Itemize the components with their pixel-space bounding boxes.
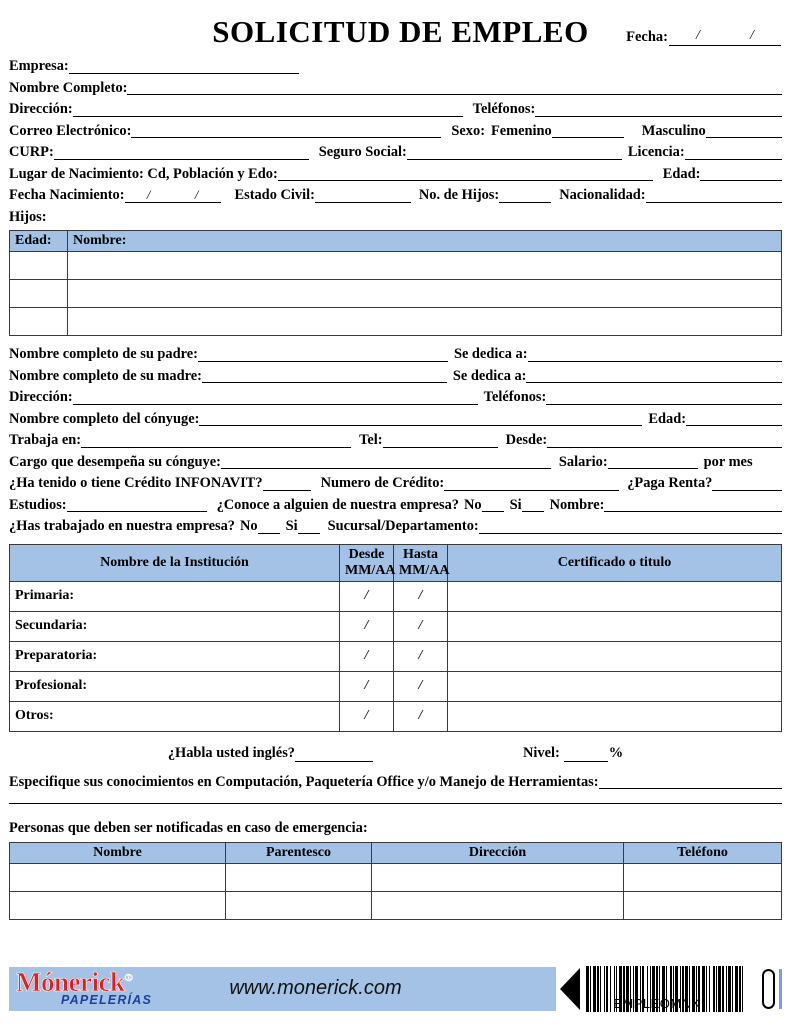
table-row[interactable]	[10, 891, 782, 919]
conoce-nombre-label: Nombre:	[549, 496, 605, 513]
logo-wordmark-text: Mónerick	[16, 967, 125, 997]
salario-label: Salario:	[558, 453, 608, 470]
field-computacion[interactable]	[9, 770, 782, 792]
telefonos-label: Teléfonos:	[472, 101, 536, 118]
personal-data-section	[0, 54, 791, 226]
trabajado-si-label: Si	[285, 518, 298, 535]
field-infonavit[interactable]	[9, 471, 782, 493]
nombre-completo-input[interactable]	[127, 80, 782, 95]
field-trabaja-en[interactable]	[9, 428, 782, 450]
padre-ocupacion-label: Se dedica a:	[453, 346, 528, 363]
familia-telefonos-input[interactable]	[546, 390, 782, 405]
table-row[interactable]	[10, 611, 782, 641]
education-cell-nivel: Profesional:	[10, 671, 340, 701]
conoce-nombre-input[interactable]	[604, 497, 782, 512]
numero-credito-input[interactable]	[444, 476, 619, 491]
barcode-area	[556, 963, 782, 1015]
conyuge-label: Nombre completo del cónyuge:	[9, 410, 200, 427]
table-row[interactable]	[10, 671, 782, 701]
infonavit-input[interactable]	[263, 476, 311, 491]
cargo-conyuge-label: Cargo que desempeña su cónguye:	[9, 453, 221, 470]
education-cell-nivel: Primaria:	[10, 581, 340, 611]
spacer	[0, 536, 791, 544]
trabaja-en-label: Trabaja en:	[9, 432, 82, 449]
femenino-label: Femenino	[490, 122, 552, 139]
footer	[0, 967, 791, 1015]
children-header-edad: Edad:	[10, 231, 68, 252]
padre-ocupacion-input[interactable]	[528, 347, 783, 362]
conoce-alguien-label: ¿Conoce a alguien de nuestra empresa?	[216, 496, 459, 513]
desde-input[interactable]	[547, 433, 782, 448]
spacer	[0, 804, 791, 816]
education-header-desde	[340, 544, 394, 581]
field-empresa[interactable]	[9, 54, 782, 76]
cargo-conyuge-input[interactable]	[221, 454, 551, 469]
education-cell-hasta[interactable]: /	[394, 671, 448, 701]
table-row[interactable]	[10, 581, 782, 611]
empresa-input[interactable]	[69, 59, 299, 74]
fecha-nac-slash-1: /	[146, 186, 151, 202]
no-hijos-input[interactable]	[499, 188, 551, 203]
education-header-hasta	[394, 544, 448, 581]
education-cell-desde[interactable]: /	[340, 701, 394, 731]
habla-ingles-input[interactable]	[295, 747, 373, 762]
children-header-nombre: Nombre:	[68, 231, 782, 252]
emergency-cell-nombre[interactable]	[10, 891, 226, 919]
trabaja-en-input[interactable]	[81, 433, 351, 448]
direccion-input[interactable]	[73, 102, 463, 117]
masculino-checkbox-line[interactable]	[706, 123, 782, 138]
website-url[interactable]: www.monerick.com	[229, 977, 402, 999]
por-mes-label: por mes	[703, 453, 753, 470]
infonavit-label: ¿Ha tenido o tiene Crédito INFONAVIT?	[9, 475, 263, 492]
computacion-label: Especifique sus conocimientos en Computación, Paquetería Office y/o Manejo de Herramientas:	[9, 773, 599, 790]
emergency-cell-nombre[interactable]	[10, 863, 226, 891]
conyuge-input[interactable]	[199, 411, 642, 426]
education-cell-desde[interactable]: /	[340, 641, 394, 671]
seguro-social-input[interactable]	[407, 145, 622, 160]
computer-skills-section	[0, 770, 791, 792]
nivel-input[interactable]	[564, 747, 608, 762]
fecha-nac-slash-2: /	[194, 186, 199, 202]
licencia-label: Licencia:	[627, 144, 685, 161]
tel-label: Tel:	[359, 432, 383, 449]
education-cell-nivel: Otros:	[10, 701, 340, 731]
children-cell-edad[interactable]	[10, 252, 68, 280]
children-cell-nombre[interactable]	[68, 308, 782, 336]
table-header-row	[10, 544, 782, 581]
fecha-field[interactable]	[626, 28, 781, 46]
trabajado-no-input[interactable]	[258, 519, 280, 534]
barcode-icon	[586, 966, 756, 1012]
nivel-field[interactable]	[523, 745, 623, 764]
conoce-no-input[interactable]	[482, 497, 504, 512]
capsule-icon	[762, 969, 775, 1009]
conyuge-edad-input[interactable]	[686, 411, 782, 426]
edad-input[interactable]	[700, 166, 782, 181]
estado-civil-label: Estado Civil:	[234, 187, 315, 204]
education-cell-desde[interactable]: /	[340, 611, 394, 641]
education-cell-desde[interactable]: /	[340, 581, 394, 611]
education-cell-hasta[interactable]: /	[394, 701, 448, 731]
education-cell-certificado[interactable]	[448, 701, 782, 731]
education-cell-certificado[interactable]	[448, 671, 782, 701]
family-section	[0, 342, 791, 536]
curp-input[interactable]	[54, 145, 309, 160]
field-cargo-conyuge[interactable]	[9, 450, 782, 472]
field-padre[interactable]	[9, 342, 782, 364]
numero-credito-label: Numero de Crédito:	[320, 475, 445, 492]
field-lugar-nacimiento[interactable]	[9, 162, 782, 184]
lugar-nacimiento-input[interactable]	[278, 166, 653, 181]
conoce-si-label: Si	[509, 496, 522, 513]
emergencia-label: Personas que deben ser notificadas en caso de emergencia:	[9, 820, 368, 837]
field-curp-seguro-licencia[interactable]	[9, 140, 782, 162]
fecha-slash-1: /	[696, 28, 700, 43]
habla-ingles-label: ¿Habla usted inglés?	[167, 744, 295, 761]
emergency-cell-direccion[interactable]	[372, 863, 624, 891]
education-header-certificado: Certificado o titulo	[448, 544, 782, 581]
trabajado-si-input[interactable]	[298, 519, 320, 534]
education-table	[9, 544, 782, 732]
table-row[interactable]	[10, 280, 782, 308]
seguro-social-label: Seguro Social:	[318, 144, 407, 161]
table-row[interactable]	[10, 308, 782, 336]
emergency-header-telefono: Teléfono	[624, 842, 782, 863]
spacer	[0, 791, 791, 803]
education-cell-certificado[interactable]	[448, 641, 782, 671]
correo-label: Correo Electrónico:	[9, 122, 132, 139]
familia-direccion-input[interactable]	[73, 390, 478, 405]
field-correo-sexo[interactable]	[9, 119, 782, 141]
fecha-nacimiento-input[interactable]	[125, 187, 221, 203]
education-header-hasta-line2: MM/AA	[399, 562, 450, 578]
padre-label: Nombre completo de su padre:	[9, 346, 198, 363]
femenino-checkbox-line[interactable]	[552, 123, 624, 138]
table-header-row	[10, 842, 782, 863]
emergency-header-nombre: Nombre	[10, 842, 226, 863]
curp-label: CURP:	[9, 144, 54, 161]
nacionalidad-label: Nacionalidad:	[559, 187, 646, 204]
field-nombre-completo[interactable]	[9, 76, 782, 98]
emergency-header-direccion: Dirección	[372, 842, 624, 863]
emergency-cell-telefono[interactable]	[624, 891, 782, 919]
table-row[interactable]	[10, 641, 782, 671]
trabajado-no-label: No	[239, 518, 258, 535]
emergency-cell-parentesco[interactable]	[226, 863, 372, 891]
masculino-label: Masculino	[641, 122, 706, 139]
education-cell-nivel: Preparatoria:	[10, 641, 340, 671]
sexo-label: Sexo:	[451, 122, 485, 139]
education-cell-hasta[interactable]: /	[394, 611, 448, 641]
emergency-contacts-table	[9, 842, 782, 920]
fecha-input[interactable]	[669, 28, 781, 46]
end-bar-icon	[779, 969, 782, 1009]
page-title: SOLICITUD DE EMPLEO	[212, 14, 589, 49]
table-row[interactable]	[10, 863, 782, 891]
table-header-row	[10, 231, 782, 252]
spacer	[0, 732, 791, 742]
field-emergencia-label	[9, 816, 782, 838]
table-row[interactable]	[10, 252, 782, 280]
education-cell-certificado[interactable]	[448, 611, 782, 641]
no-hijos-label: No. de Hijos:	[418, 187, 500, 204]
emergency-cell-parentesco[interactable]	[226, 891, 372, 919]
children-cell-edad[interactable]	[10, 280, 68, 308]
edad-label: Edad:	[662, 165, 701, 182]
education-cell-nivel: Secundaria:	[10, 611, 340, 641]
emergency-cell-telefono[interactable]	[624, 863, 782, 891]
education-header-hasta-line1: Hasta	[403, 546, 438, 562]
madre-input[interactable]	[202, 368, 447, 383]
estudios-label: Estudios:	[9, 496, 67, 513]
title-row	[0, 0, 791, 54]
education-header-institucion: Nombre de la Institución	[10, 544, 340, 581]
direccion-label: Dirección:	[9, 101, 73, 118]
nacionalidad-input[interactable]	[646, 188, 782, 203]
field-conyuge[interactable]	[9, 407, 782, 429]
padre-input[interactable]	[198, 347, 448, 362]
language-section[interactable]	[0, 742, 791, 764]
education-header-desde-line1: Desde	[348, 546, 385, 562]
conoce-si-input[interactable]	[522, 497, 544, 512]
table-row[interactable]	[10, 701, 782, 731]
tel-input[interactable]	[383, 433, 498, 448]
fecha-nacimiento-label: Fecha Nacimiento:	[9, 187, 125, 204]
correo-input[interactable]	[131, 123, 441, 138]
education-cell-hasta[interactable]: /	[394, 581, 448, 611]
madre-label: Nombre completo de su madre:	[9, 367, 202, 384]
education-cell-certificado[interactable]	[448, 581, 782, 611]
barcode-label: EMPLEOMNK	[613, 996, 701, 1011]
sucursal-label: Sucursal/Departamento:	[327, 518, 479, 535]
field-madre[interactable]	[9, 364, 782, 386]
field-direccion-telefonos[interactable]	[9, 97, 782, 119]
paga-renta-label: ¿Paga Renta?	[627, 475, 713, 492]
lugar-nacimiento-label: Lugar de Nacimiento: Cd, Población y Edo:	[9, 165, 278, 182]
field-hijos-label-row	[9, 205, 782, 227]
nivel-label: Nivel:	[523, 744, 560, 761]
desde-label: Desde:	[505, 432, 548, 449]
estudios-input[interactable]	[67, 497, 207, 512]
licencia-input[interactable]	[685, 145, 782, 160]
familia-direccion-label: Dirección:	[9, 389, 73, 406]
play-triangle-icon	[560, 968, 580, 1010]
emergency-header-parentesco: Parentesco	[226, 842, 372, 863]
fecha-slash-2: /	[750, 28, 754, 43]
field-ha-trabajado[interactable]	[9, 514, 782, 536]
registered-trademark-icon: ®	[124, 972, 133, 984]
field-fecha-nacimiento-row[interactable]	[9, 183, 782, 205]
sucursal-input[interactable]	[479, 519, 782, 534]
empresa-label: Empresa:	[9, 58, 69, 75]
porcentaje-label: %	[608, 744, 624, 761]
education-cell-desde[interactable]: /	[340, 671, 394, 701]
ha-trabajado-label: ¿Has trabajado en nuestra empresa?	[9, 518, 235, 535]
conoce-no-label: No	[463, 496, 482, 513]
education-header-desde-line2: MM/AA	[345, 562, 396, 578]
logo-tagline: PAPELERÍAS	[61, 993, 152, 1007]
computacion-input-line-1[interactable]	[599, 774, 782, 789]
children-cell-edad[interactable]	[10, 308, 68, 336]
emergency-section-header	[0, 816, 791, 838]
madre-ocupacion-input[interactable]	[526, 368, 782, 383]
estado-civil-input[interactable]	[315, 188, 411, 203]
field-estudios-conoce[interactable]	[9, 493, 782, 515]
telefonos-input[interactable]	[535, 102, 782, 117]
emergency-cell-direccion[interactable]	[372, 891, 624, 919]
salario-input[interactable]	[608, 454, 698, 469]
paga-renta-input[interactable]	[712, 476, 782, 491]
fecha-label: Fecha:	[626, 29, 668, 45]
hijos-label: Hijos:	[9, 208, 47, 225]
education-cell-hasta[interactable]: /	[394, 641, 448, 671]
field-familia-direccion[interactable]	[9, 385, 782, 407]
conyuge-edad-label: Edad:	[648, 410, 686, 427]
nombre-completo-label: Nombre Completo:	[9, 79, 128, 96]
children-cell-nombre[interactable]	[68, 280, 782, 308]
children-cell-nombre[interactable]	[68, 252, 782, 280]
familia-telefonos-label: Teléfonos:	[483, 389, 547, 406]
children-table	[9, 230, 782, 336]
madre-ocupacion-label: Se dedica a:	[452, 367, 527, 384]
